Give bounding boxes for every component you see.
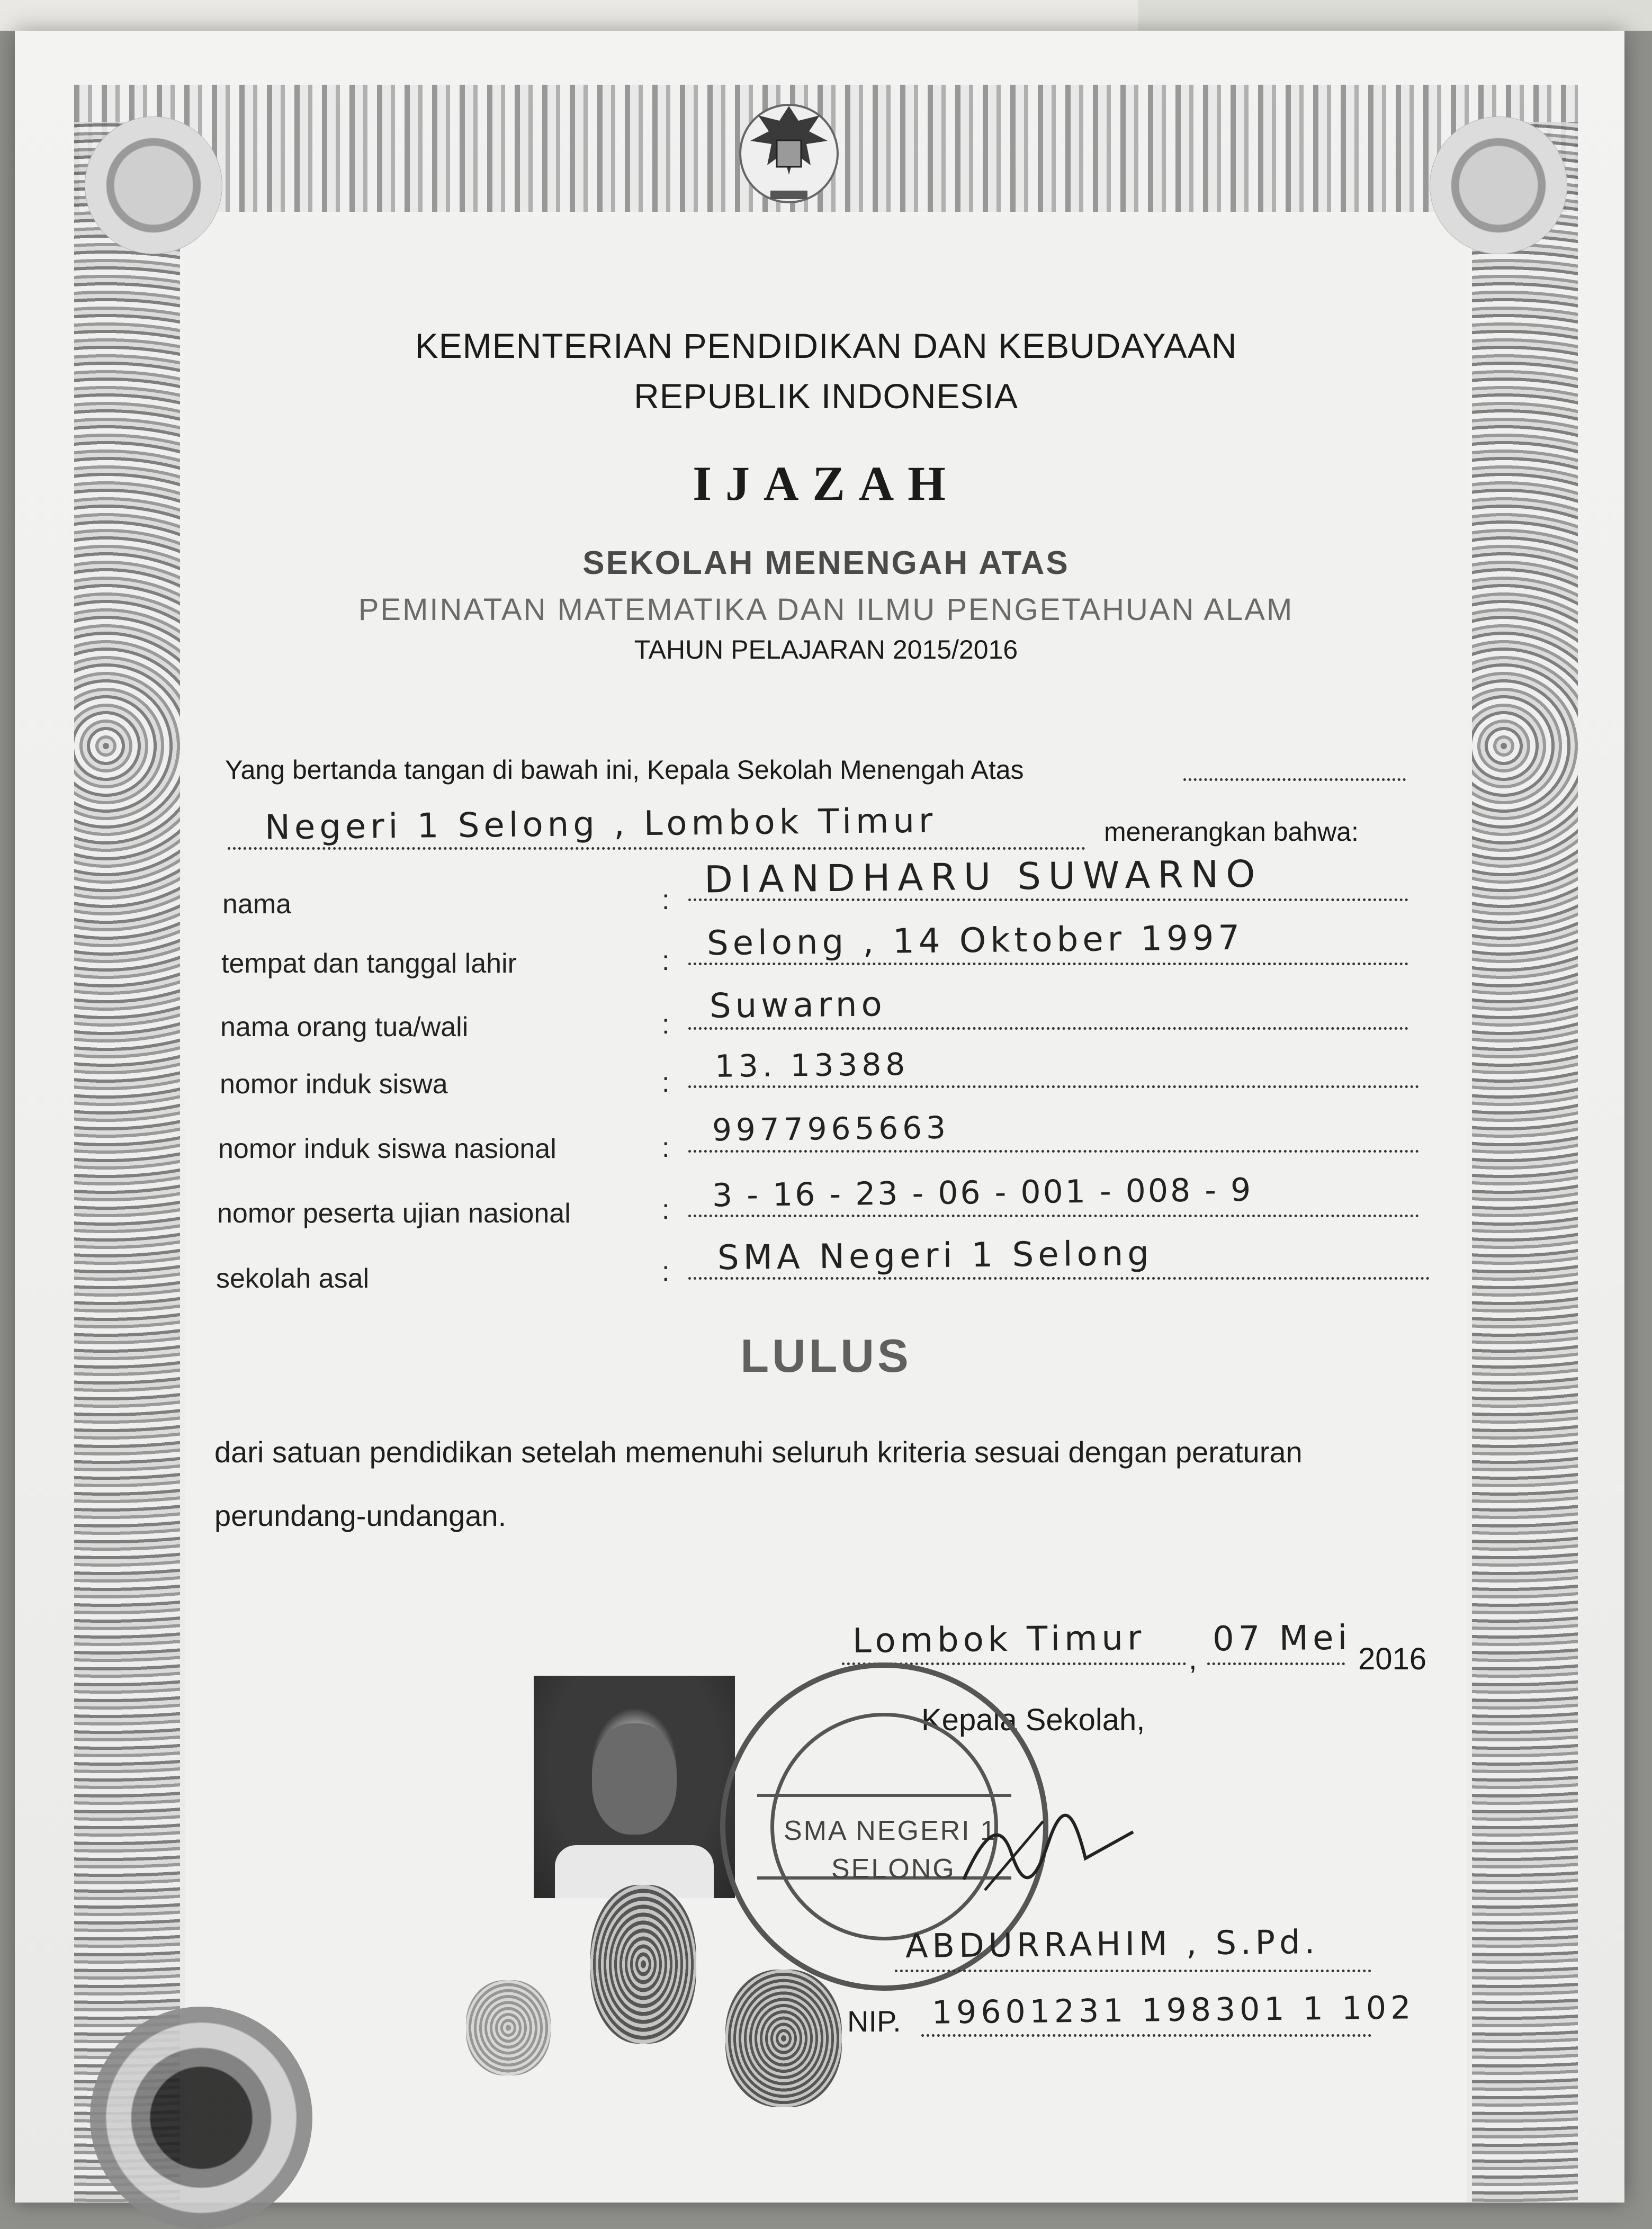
fingerprint-icon (725, 1970, 842, 2107)
photo-face (592, 1723, 677, 1835)
ministry-heading: KEMENTERIAN PENDIDIKAN DAN KEBUDAYAAN (415, 326, 1237, 365)
garuda-emblem-icon (739, 90, 839, 217)
program-heading: PEMINATAN MATEMATIKA DAN ILMU PENGETAHUAN ALAM (358, 592, 1294, 627)
signatory-name: ABDURRAHIM , S.Pd. (905, 1922, 1319, 1966)
republic-heading: REPUBLIK INDONESIA (634, 376, 1018, 416)
field-dotted-line (688, 1277, 1430, 1280)
date-dotted-line (1207, 1662, 1345, 1665)
school-dotted-line (228, 847, 1085, 850)
fingerprint-icon (590, 1885, 696, 2044)
signature-year: 2016 (1358, 1642, 1427, 1676)
stamp-line-2: SELONG (831, 1854, 956, 1884)
name-dotted-line (895, 1970, 1371, 1972)
field-colon: : (662, 1009, 670, 1040)
nip-dotted-line (921, 2034, 1371, 2037)
signature-place: Lombok Timur (852, 1619, 1146, 1661)
field-colon: : (662, 946, 670, 976)
stamp-line-1: SMA NEGERI 1 (784, 1815, 997, 1846)
school-level: SEKOLAH MENENGAH ATAS (582, 545, 1070, 581)
field-dotted-line (688, 1027, 1408, 1030)
field-value-nisn: 9977965663 (712, 1109, 950, 1148)
field-value-exam-number: 3 - 16 - 23 - 06 - 001 - 008 - 9 (712, 1171, 1253, 1215)
field-value-nama: DIANDHARU SUWARNO (704, 852, 1263, 902)
signature-role: Kepala Sekolah, (921, 1703, 1145, 1737)
field-label-exam-number: nomor peserta ujian nasional (217, 1198, 571, 1229)
intro-dotted-line (1183, 778, 1406, 781)
embossed-seal-icon (90, 2007, 312, 2229)
field-label-birth: tempat dan tanggal lahir (221, 948, 517, 979)
field-label-parent: nama orang tua/wali (220, 1012, 469, 1042)
field-colon: : (662, 885, 670, 915)
field-label-school: sekolah asal (216, 1263, 370, 1294)
school-handwritten: Negeri 1 Selong , Lombok Timur (264, 801, 937, 848)
field-value-birth: Selong , 14 Oktober 1997 (706, 918, 1244, 964)
intro-line: Yang bertanda tangan di bawah ini, Kepala Sekolah Menengah Atas (225, 755, 1024, 785)
field-colon: : (662, 1194, 670, 1225)
field-label-nama: nama (222, 889, 292, 920)
field-dotted-line (688, 1085, 1419, 1088)
certificate-title: IJAZAH (693, 456, 959, 510)
nip-label: NIP. (847, 2005, 901, 2038)
intro-suffix: menerangkan bahwa: (1104, 817, 1359, 847)
field-dotted-line (688, 1215, 1419, 1217)
date-comma: , (1189, 1642, 1197, 1675)
corner-medallion-left (85, 116, 222, 254)
background-surface (0, 0, 1652, 31)
field-label-nis: nomor induk siswa (220, 1069, 448, 1100)
field-dotted-line (688, 898, 1408, 901)
statement-line-2: perundang-undangan. (214, 1499, 507, 1532)
field-value-school: SMA Negeri 1 Selong (717, 1234, 1154, 1278)
field-value-parent: Suwarno (709, 985, 887, 1026)
signature-scribble (953, 1811, 1144, 1895)
field-colon: : (662, 1067, 670, 1098)
nip-value: 19601231 198301 1 102 (931, 1989, 1415, 2032)
border-right (1472, 122, 1578, 2203)
field-dotted-line (688, 1150, 1419, 1153)
academic-year: TAHUN PELAJARAN 2015/2016 (634, 635, 1018, 664)
field-colon: : (662, 1133, 670, 1163)
statement-line-1: dari satuan pendidikan setelah memenuhi seluruh kriteria sesuai dengan peraturan (214, 1435, 1303, 1469)
border-left (74, 122, 180, 2203)
field-label-nisn: nomor induk siswa nasional (218, 1134, 556, 1164)
signature-date: 07 Mei (1212, 1618, 1352, 1659)
corner-medallion-right (1430, 116, 1567, 254)
result-status: LULUS (740, 1329, 912, 1382)
field-colon: : (662, 1256, 670, 1287)
field-dotted-line (688, 963, 1408, 965)
field-value-nis: 13. 13388 (714, 1046, 910, 1084)
student-photo (534, 1676, 735, 1898)
fingerprint-icon (466, 1980, 551, 2075)
